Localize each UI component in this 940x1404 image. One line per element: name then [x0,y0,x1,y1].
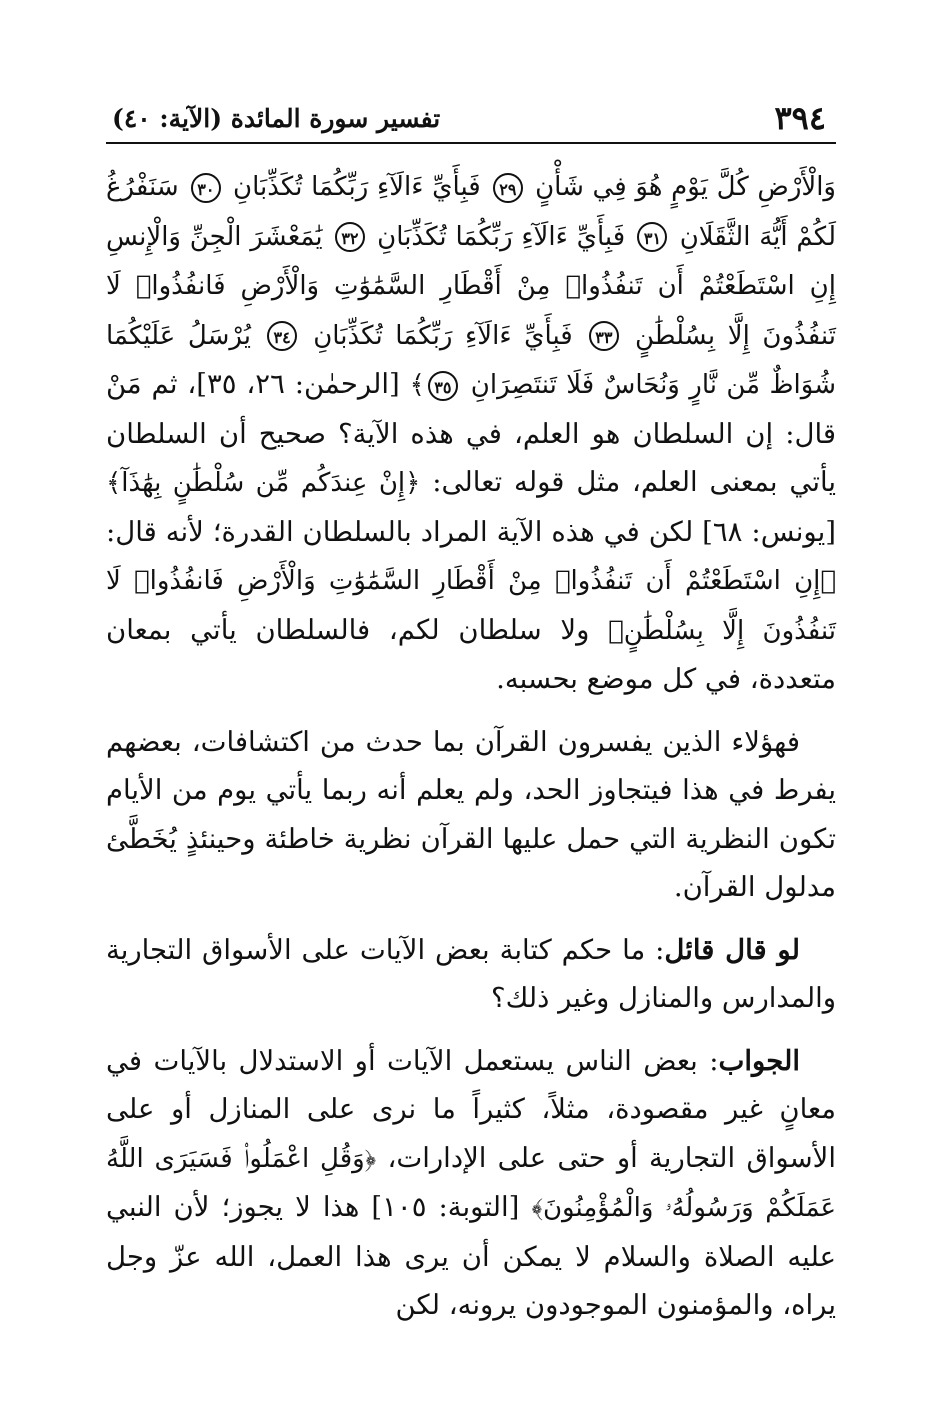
quran-verse: يَٰمَعْشَرَ الْجِنِّ وَالْإِنسِ إِنِ اسْتَطَعْتُمْ أَن تَنفُذُوا۟ مِنْ أَقْطَارِ السَّمَٰوَٰتِ وَالْأَرْضِ فَانفُذُوا۟ لَا تَنفُذُونَ إِلَّا بِسُلْطَٰنٍ [106,221,836,351]
answer-text: [التوبة: ١٠٥] هذا لا يجوز؛ لأن النبي عليه الصلاة والسلام لا يمكن أن يرى هذا العمل، الله عزّ وجل يراه، والمؤمنون الموجودون يرونه، لكن [106,1191,836,1321]
commentary-text: [الرحمٰن: ٢٦، ٣٥]، ثم مَنْ قال: إن السلطان هو العلم، في هذه الآية؟ صحيح أن السلطان يأتي بمعنى العلم، مثل قوله تعالى: [106,368,837,498]
commentary-paragraph [106,718,836,912]
ayah-number-marker: ٣١ [637,222,667,252]
running-title: تفسير سورة المائدة (الآية: ٤٠) [112,104,441,133]
question-text: : ما حكم كتابة بعض الآيات على الأسواق التجارية والمدارس والمنازل وغير ذلك؟ [106,933,836,1014]
quran-verse: وَالْأَرْضِ كُلَّ يَوْمٍ هُوَ فِي شَأْنٍ [535,172,836,202]
paragraph-gap [106,1023,836,1037]
question-lead: لو قال قائل [664,933,800,966]
ayah-number-marker: ٣٤ [267,321,297,351]
page-body [106,162,836,1330]
ayah-number-marker: ٣٠ [191,173,221,203]
quran-quote: ﴿إِنْ عِندَكُم مِّن سُلْطَٰنٍ بِهَٰذَآ﴾ [106,468,421,498]
answer-lead: الجواب [718,1044,800,1077]
answer-paragraph [106,1037,836,1330]
quran-quote: ﴿إِنِ اسْتَطَعْتُمْ أَن تَنفُذُوا۟ مِنْ أَقْطَارِ السَّمَٰوَٰتِ وَالْأَرْضِ فَانفُذُوا۟ لَا تَنفُذُونَ إِلَّا بِسُلْطَٰنٍ﴾ [106,566,837,646]
commentary-text: [يونس: ٦٨] لكن في هذه الآية المراد بالسلطان القدرة؛ لأنه قال: [106,515,836,548]
quran-passage-paragraph [106,162,836,704]
page-header [106,96,836,144]
ayah-number-marker: ٢٩ [493,173,523,203]
ayah-number-marker: ٣٥ [428,371,458,401]
paragraph-gap [106,704,836,718]
answer-text: : بعض الناس يستعمل الآيات أو الاستدلال بالآيات في معانٍ غير مقصودة، مثلاً، كثيراً ما نرى على المنازل أو على الأسواق التجارية أو حتى على الإدارات، [106,1044,837,1174]
ayah-number-marker: ٣٢ [335,222,365,252]
quran-verse: سَنَفْرُغُ لَكُمْ أَيُّهَ الثَّقَلَانِ [106,172,837,252]
quran-close-bracket: ﴾ [409,370,425,400]
commentary-text: ولا سلطان لكم، فالسلطان يأتي بمعان متعددة، في كل موضع بحسبه. [106,613,836,695]
page-number: ٣٩٤ [774,99,826,137]
quran-verse: فَبِأَيِّ ءَالَآءِ رَبِّكُمَا تُكَذِّبَانِ [377,221,626,252]
commentary-text: فهؤلاء الذين يفسرون القرآن بما حدث من اكتشافات، بعضهم يفرط في هذا فيتجاوز الحد، ولم يعلم أنه ربما يأتي يوم من الأيام تكون النظرية التي حمل عليها القرآن نظرية خاطئة وحينئذٍ يُخَطَّئ مدلول القرآن. [106,725,836,903]
ayah-number-marker: ٣٣ [589,321,619,351]
quran-verse: فَبِأَيِّ ءَالَآءِ رَبِّكُمَا تُكَذِّبَانِ [233,172,481,202]
quran-verse: يُرْسَلُ عَلَيْكُمَا شُوَاظٌ مِّن نَّارٍ وَنُحَاسٌ فَلَا تَنتَصِرَانِ [106,320,836,400]
quran-verse: فَبِأَيِّ ءَالَآءِ رَبِّكُمَا تُكَذِّبَانِ [313,320,573,351]
question-paragraph [106,926,836,1023]
paragraph-gap [106,912,836,926]
quran-quote: ﴿وَقُلِ اعْمَلُوا۟ فَسَيَرَى اللَّهُ عَمَلَكُمْ وَرَسُولُهُۥ وَالْمُؤْمِنُونَ﴾ [106,1143,837,1223]
